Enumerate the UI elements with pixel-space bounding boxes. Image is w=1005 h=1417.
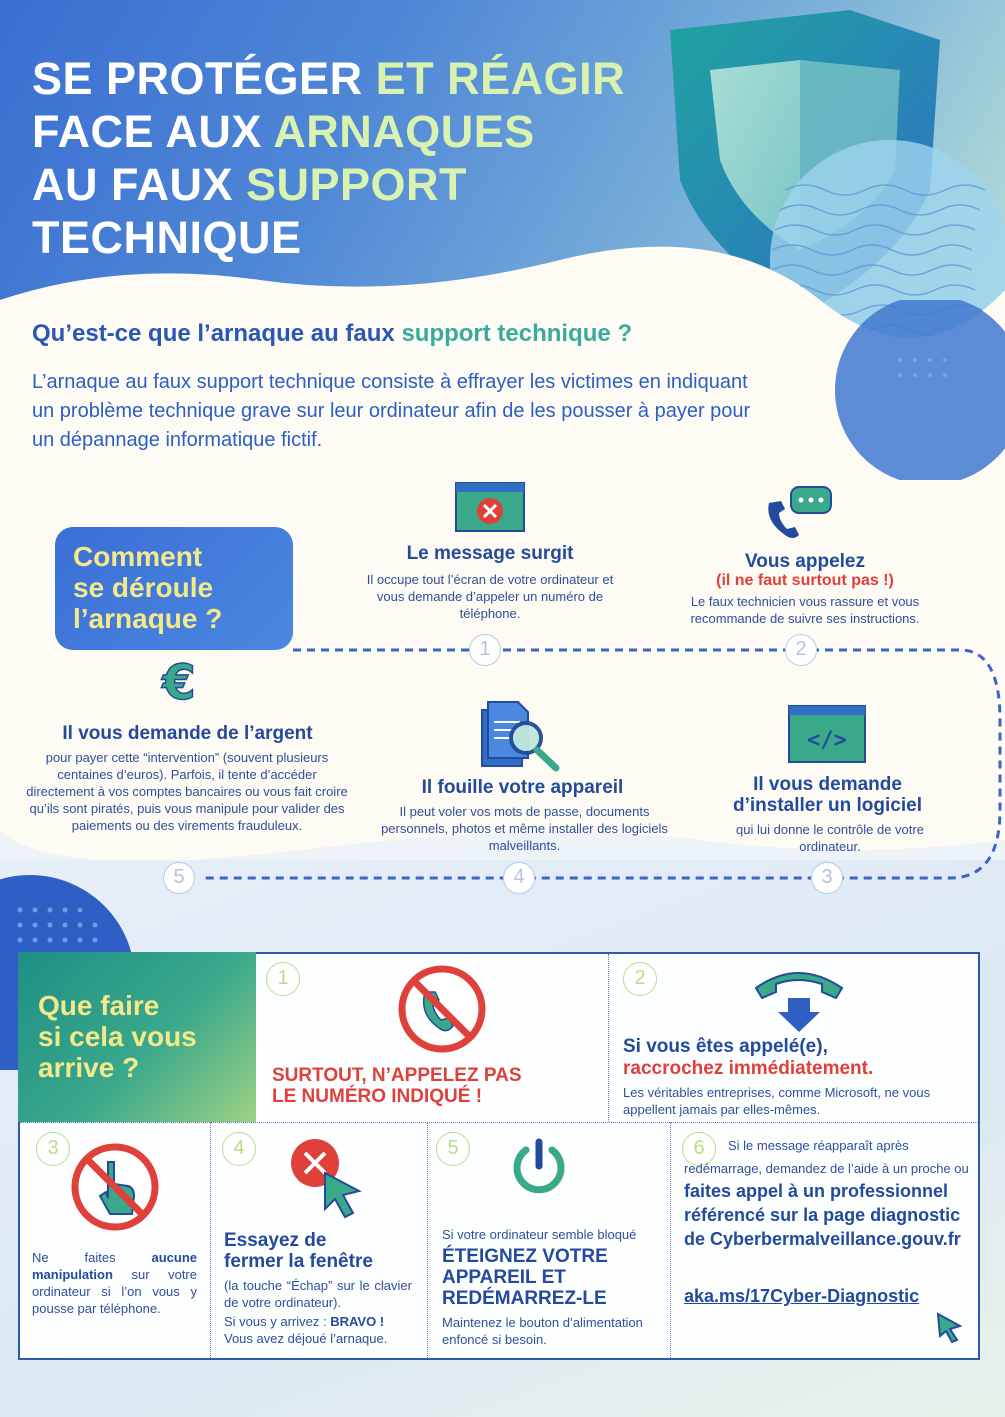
step1-text: Il occupe tout l’écran de votre ordinateur et vous demande d’appeler un numéro de téléphone. [366,572,614,621]
action6-text: Si le message réapparaît après redémarrage, demandez de l’aide à un proche ou faites appel à un professionnel référencé sur la page diagnostic de Cyberbermalveillance.gouv.fr [684,1138,969,1249]
euro-symbol: € [162,655,196,709]
action5-title: ÉTEIGNEZ VOTRE APPAREIL ET REDÉMARREZ-LE [442,1246,608,1309]
step5-text: pour payer cette “intervention” (souvent plusieurs centaines d’euros). Parfois, il tente d’accéder directement à vos comptes bancaires ou vous fait croire qu’ils sont piratés, puis vous manipule pour valider des paiements ou des virements frauduleux. [26,750,348,833]
hang-up-phone-icon [752,962,847,1034]
euro-icon [156,655,202,709]
no-phone-icon [395,962,490,1057]
step4-title: Il fouille votre appareil [421,777,624,798]
cursor-icon [936,1312,964,1344]
action5-intro: Si votre ordinateur semble bloqué [442,1227,637,1242]
step5-number: 5 [163,862,195,894]
code-window-icon [788,705,866,763]
step2-text: Le faux technicien vous rassure et vous recommande de suivre ses instructions. [690,594,920,626]
blue-circle-decoration [820,300,1005,480]
step2-note: (il ne faut surtout pas !) [716,572,894,589]
step4-text: Il peut voler vos mots de passe, documents personnels, photos et même installer des logiciels malveillants. [381,804,668,853]
step4-number: 4 [503,862,535,894]
action1-number: 1 [266,962,300,996]
action2-title: Si vous êtes appelé(e), [623,1036,828,1057]
action4-title: Essayez de fermer la fenêtre [224,1230,373,1272]
intro-heading: Qu’est-ce que l’arnaque au faux support technique ? [32,320,633,347]
action3-text: Ne faites aucune manipulation sur votre ordinateur si l’on vous y pousse par téléphone. [32,1250,197,1316]
action2-text: Les véritables entreprises, comme Microsoft, ne vous appellent jamais par elles-mêmes. [623,1085,931,1117]
action4-number: 4 [222,1132,256,1166]
how-it-works-box: Comment se déroule l’arnaque ? [55,527,293,650]
step2-title: Vous appelez [744,551,865,572]
intro-text: L’arnaque au faux support technique consiste à effrayer les victimes en indiquant un problème technique grave sur leur ordinateur afin de les pousser à payer pour un dépannage informatique fictif. [32,371,751,451]
phone-chat-icon [763,485,835,543]
step1-number: 1 [469,634,501,666]
code-symbol: </> [807,728,847,753]
diagnostic-link[interactable]: aka.ms/17Cyber-Diagnostic [684,1286,920,1306]
action5-text: Maintenez le bouton d’alimentation enfoncé si besoin. [442,1315,643,1347]
no-touch-icon [68,1140,163,1235]
action4-bravo: Si vous y arrivez : BRAVO ! [224,1314,385,1329]
action2-red: raccrochez immédiatement. [623,1058,874,1079]
step1-title: Le message surgit [406,543,574,564]
step3-number: 3 [811,862,843,894]
action2-number: 2 [623,962,657,996]
power-icon [508,1136,570,1198]
action3-number: 3 [36,1132,70,1166]
document-magnifier-icon [478,700,562,772]
page-title: SE PROTÉGER ET RÉAGIR FACE AUX ARNAQUES AU FAUX SUPPORT TECHNIQUE [32,53,626,263]
action4-text: (la touche “Échap” sur le clavier de votre ordinateur). [224,1278,412,1310]
action5-number: 5 [436,1132,470,1166]
step2-number: 2 [785,634,817,666]
step5-title: Il vous demande de l’argent [62,723,313,744]
error-window-icon [455,482,525,532]
step3-title: Il vous demande d’installer un logiciel [733,774,922,816]
close-cursor-icon [285,1135,365,1220]
what-to-do-box: Que faire si cela vous arrive ? [18,952,256,1122]
action6-number: 6 [682,1132,716,1166]
action1-text: SURTOUT, N’APPELEZ PAS LE NUMÉRO INDIQUÉ ! [272,1065,522,1107]
action4-note: Vous avez déjoué l’arnaque. [224,1331,388,1346]
step3-text: qui lui donne le contrôle de votre ordinateur. [736,822,924,854]
